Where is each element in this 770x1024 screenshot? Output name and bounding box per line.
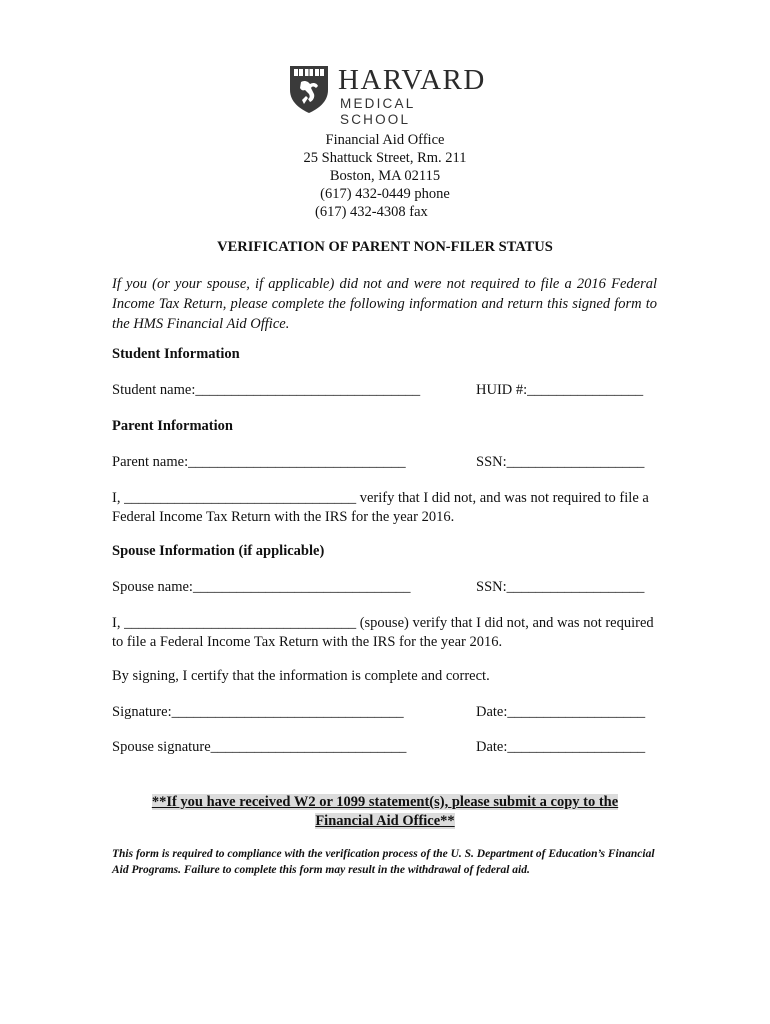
logo-school-text: MEDICAL SCHOOL: [340, 96, 415, 127]
student-name-field[interactable]: Student name:_______________________________: [112, 382, 421, 398]
spouse-signature-date-field[interactable]: Date:___________________: [476, 739, 646, 755]
office-address: [250, 131, 520, 221]
w2-notice: [100, 793, 670, 831]
address-phone: (617) 432-0449 phone: [320, 186, 450, 202]
address-city: Boston, MA 02115: [329, 168, 441, 184]
harvard-logo: [288, 64, 488, 127]
form-title: VERIFICATION OF PARENT NON-FILER STATUS: [217, 239, 553, 255]
student-heading: Student Information: [112, 346, 240, 362]
signature-date-field[interactable]: Date:___________________: [476, 704, 646, 720]
spouse-signature-field[interactable]: Spouse signature___________________________: [112, 739, 407, 755]
notice-line-2: Financial Aid Office**: [315, 813, 455, 829]
signature-field[interactable]: Signature:________________________________: [112, 704, 404, 720]
parent-ssn-field[interactable]: SSN:___________________: [476, 454, 645, 470]
notice-line-1: **If you have received W2 or 1099 statement(s), please submit a copy to the: [151, 794, 619, 810]
logo-harvard-text: HARVARD: [338, 64, 486, 96]
huid-field[interactable]: HUID #:________________: [476, 382, 644, 398]
spouse-ssn-field[interactable]: SSN:___________________: [476, 579, 645, 595]
spouse-heading: Spouse Information (if applicable): [112, 543, 325, 559]
harvard-shield-icon: [288, 64, 330, 114]
parent-name-field[interactable]: Parent name:______________________________: [112, 454, 406, 470]
address-office: Financial Aid Office: [325, 132, 445, 148]
address-street: 25 Shattuck Street, Rm. 211: [303, 150, 467, 166]
spouse-verify-statement[interactable]: I, ________________________________ (spouse) verify that I did not, and was not required to file a Federal Income Tax Return with the IRS for the year 2016.: [112, 615, 654, 650]
parent-heading: Parent Information: [112, 418, 233, 434]
intro-paragraph: If you (or your spouse, if applicable) did not and were not required to file a 2016 Federal Income Tax Return, please complete the following information and return this signed form to the HMS Financial Aid Office.: [112, 276, 657, 332]
spouse-name-field[interactable]: Spouse name:______________________________: [112, 579, 411, 595]
compliance-footnote: This form is required to compliance with the verification process of the U. S. Department of Education’s Financial Aid Programs. Failure to complete this form may result in the withdrawal of federal aid.: [112, 848, 655, 876]
parent-verify-statement[interactable]: I, ________________________________ verify that I did not, and was not required to file a Federal Income Tax Return with the IRS for the year 2016.: [112, 490, 649, 525]
certify-statement: By signing, I certify that the information is complete and correct.: [112, 668, 490, 684]
address-fax: (617) 432-4308 fax: [315, 204, 428, 220]
